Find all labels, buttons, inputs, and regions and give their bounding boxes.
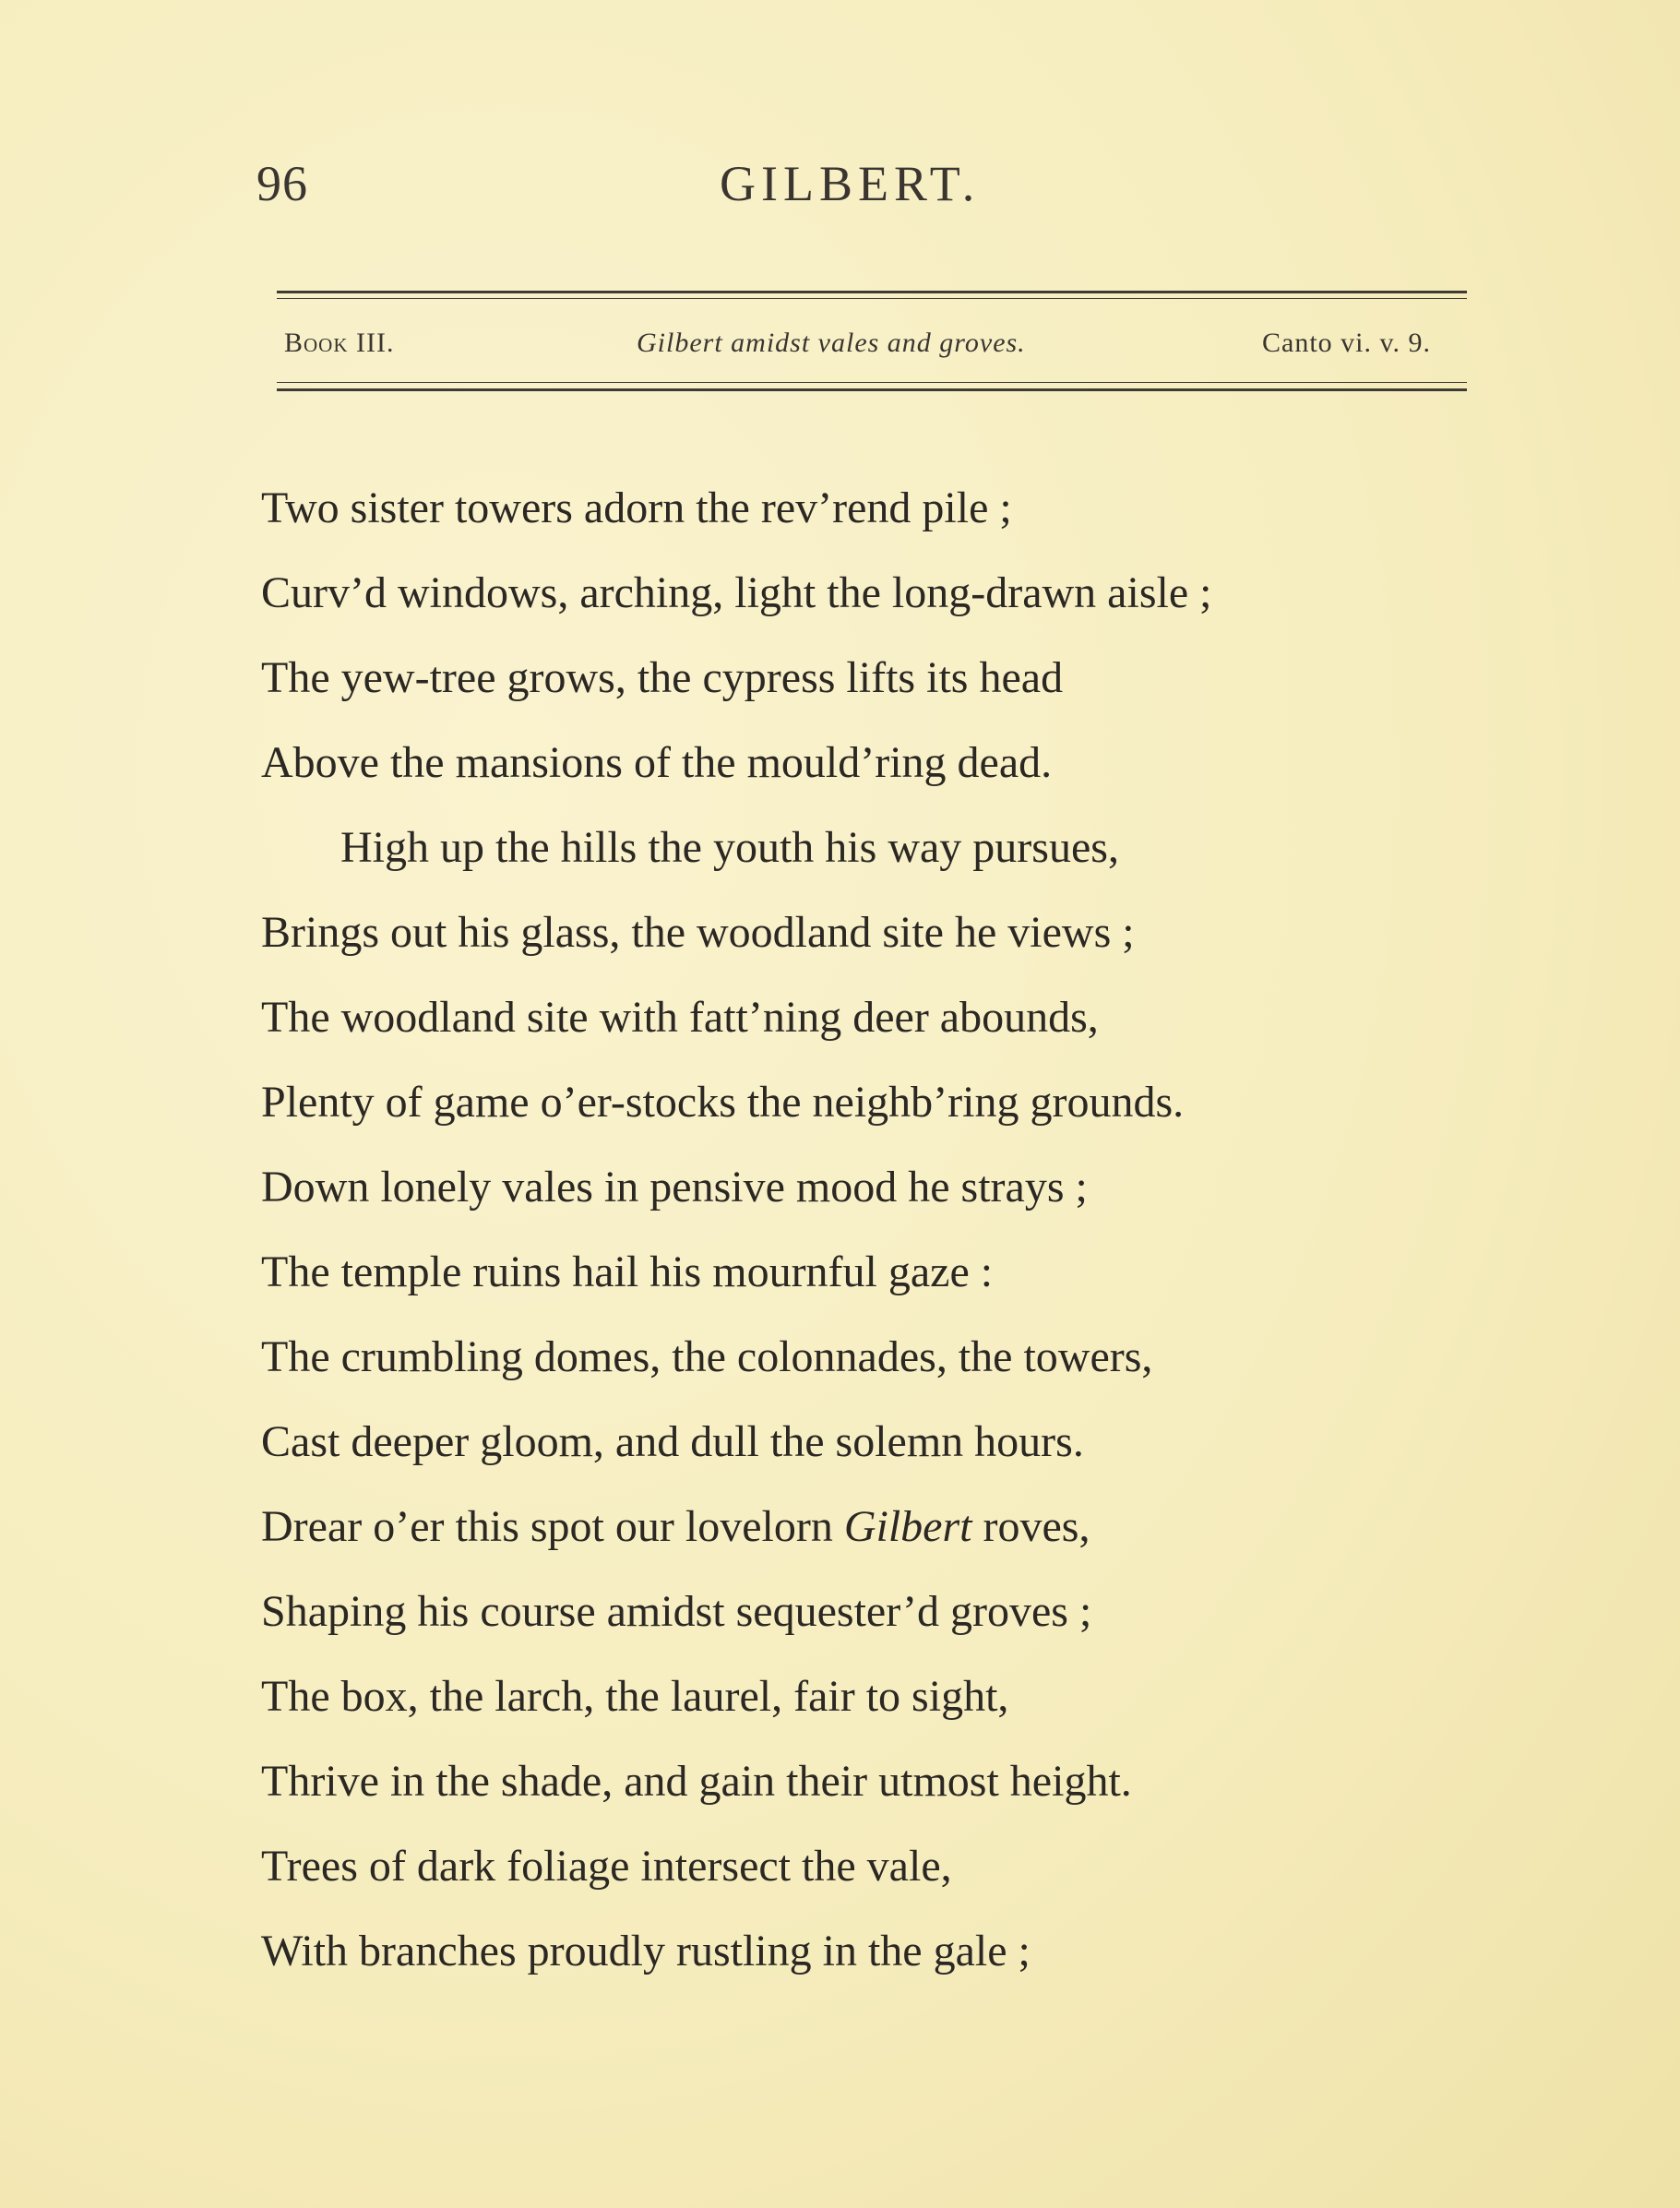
poem-line: Down lonely vales in pensive mood he strays ; bbox=[261, 1163, 1088, 1211]
poem-line: Shaping his course amidst sequester’d groves ; bbox=[261, 1587, 1092, 1636]
headline-canto: Canto vi. v. 9. bbox=[1262, 328, 1432, 358]
poem-line: The crumbling domes, the colonnades, the towers, bbox=[261, 1332, 1153, 1381]
headline-rule-bottom-thin bbox=[277, 382, 1467, 383]
poem-line: High up the hills the youth his way pursues, bbox=[340, 823, 1119, 872]
headline-rule-top-thin bbox=[277, 298, 1467, 299]
poem-line: With branches proudly rustling in the gale ; bbox=[261, 1927, 1031, 1975]
poem-line: Brings out his glass, the woodland site he views ; bbox=[261, 908, 1135, 957]
poem-line: Thrive in the shade, and gain their utmost height. bbox=[261, 1757, 1132, 1806]
poem-line: Cast deeper gloom, and dull the solemn hours. bbox=[261, 1417, 1084, 1466]
poem-line: Trees of dark foliage intersect the vale, bbox=[261, 1842, 952, 1891]
poem-line: Plenty of game o’er-stocks the neighb’ring grounds. bbox=[261, 1078, 1185, 1127]
poem-line-13-start: Drear o’er this spot our lovelorn bbox=[261, 1502, 833, 1551]
headline-rule-bottom-thick bbox=[277, 388, 1467, 391]
poem-line: Curv’d windows, arching, light the long-drawn aisle ; bbox=[261, 568, 1212, 617]
poem-line-13-end: roves, bbox=[983, 1502, 1090, 1551]
headline-book: Book III. bbox=[284, 328, 395, 358]
poem-text bbox=[261, 466, 1553, 1994]
poem-line: The box, the larch, the laurel, fair to sight, bbox=[261, 1672, 1009, 1721]
poem-line: The temple ruins hail his mournful gaze : bbox=[261, 1247, 994, 1296]
poem-line: The yew-tree grows, the cypress lifts its head bbox=[261, 653, 1064, 702]
running-title: GILBERT. bbox=[720, 156, 981, 211]
page-number: 96 bbox=[256, 156, 308, 211]
poem-line: Two sister towers adorn the rev’rend pile ; bbox=[261, 483, 1012, 532]
poem-line: The woodland site with fatt’ning deer abounds, bbox=[261, 993, 1099, 1042]
headline-rule-top-thick bbox=[277, 291, 1467, 293]
headline-subject: Gilbert amidst vales and groves. bbox=[637, 328, 1026, 358]
poem-line: Above the mansions of the mould’ring dead. bbox=[261, 738, 1053, 787]
poem-line-13 bbox=[261, 1485, 1553, 1569]
gilbert-name: Gilbert bbox=[843, 1502, 972, 1551]
